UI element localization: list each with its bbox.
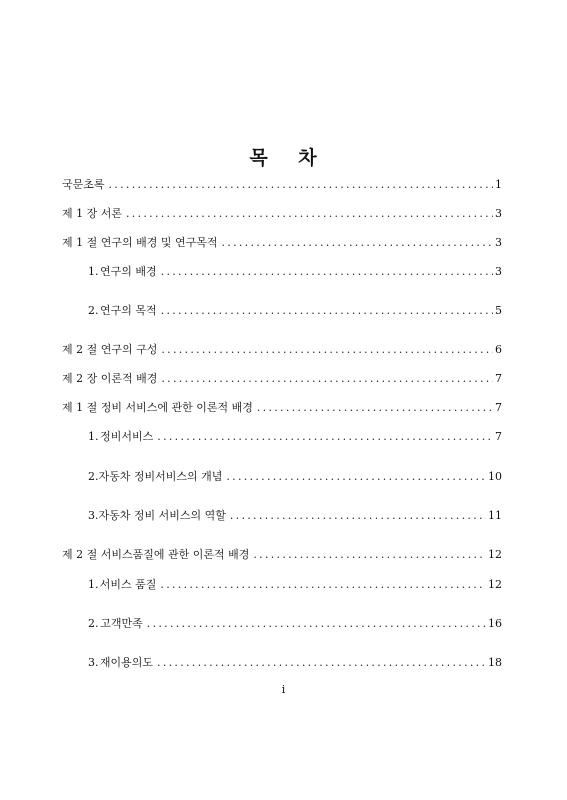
- toc-entry-label: 제 1 절 연구의 배경 및 연구목적: [62, 236, 218, 249]
- toc-entry-page: 10: [488, 470, 502, 483]
- toc-entry-section-1-1[interactable]: [62, 236, 502, 250]
- toc-entry-item-1-1-2[interactable]: [88, 304, 502, 318]
- toc-entry-number: 2.: [88, 470, 99, 483]
- dot-leader: [147, 617, 486, 631]
- toc-entry-page: 7: [495, 430, 502, 443]
- toc-entry-label: 제 1 장 서론: [62, 207, 122, 220]
- toc-entry-number: 1.: [88, 265, 99, 278]
- toc-entry-page: 7: [495, 372, 502, 385]
- toc-entry-item-2-2-1[interactable]: [88, 578, 502, 592]
- toc-entry-label: 제 2 절 연구의 구성: [62, 343, 158, 356]
- toc-entry-label: 서비스 품질: [99, 578, 157, 591]
- toc-entry-label: 연구의 목적: [100, 304, 157, 317]
- dot-leader: [126, 207, 493, 221]
- toc-entry-page: 11: [488, 509, 502, 522]
- toc-entry-chapter-1[interactable]: [62, 207, 502, 221]
- dot-leader: [257, 401, 493, 415]
- dot-leader: [230, 509, 486, 523]
- dot-leader: [226, 470, 486, 484]
- toc-entry-label: 재이용의도: [99, 656, 154, 669]
- toc-entry-number: 1.: [88, 430, 99, 443]
- toc-entry-page: 12: [488, 578, 502, 591]
- toc-entry-page: 5: [495, 304, 502, 317]
- toc-entry-page: 3: [495, 265, 502, 278]
- toc-entry-label: 자동차 정비서비스의 개념: [98, 470, 223, 483]
- toc-entry-section-2-1[interactable]: [62, 401, 502, 415]
- dot-leader: [160, 578, 486, 592]
- toc-entry-section-2-2[interactable]: [62, 548, 502, 562]
- toc-entry-label: 제 2 절 서비스품질에 관한 이론적 배경: [62, 548, 250, 561]
- dot-leader: [157, 656, 486, 670]
- toc-entry-section-1-2[interactable]: [62, 343, 502, 357]
- dot-leader: [109, 178, 493, 192]
- toc-entry-label: 제 2 장 이론적 배경: [62, 372, 158, 385]
- toc-entry-item-2-1-3[interactable]: [88, 509, 502, 523]
- page-number-footer: i: [281, 683, 286, 696]
- toc-entry-page: 3: [495, 207, 502, 220]
- toc-entry-page: 6: [495, 343, 502, 356]
- toc-entry-abstract[interactable]: [62, 178, 502, 192]
- toc-entry-label: 연구의 배경: [100, 265, 157, 278]
- dot-leader: [161, 343, 493, 357]
- toc-entry-label: 고객만족: [100, 617, 143, 630]
- page-title: 목 차: [249, 147, 318, 169]
- toc-entry-number: 3.: [88, 509, 99, 522]
- toc-entry-chapter-2[interactable]: [62, 372, 502, 386]
- dot-leader: [161, 265, 493, 279]
- toc-entry-page: 16: [488, 617, 502, 630]
- toc-entry-page: 7: [495, 401, 502, 414]
- toc-entry-item-2-2-3[interactable]: [88, 656, 502, 670]
- dot-leader: [161, 372, 493, 386]
- toc-entry-page: 18: [488, 656, 502, 669]
- toc-entry-number: 2.: [88, 617, 99, 630]
- toc-entry-item-2-1-1[interactable]: [88, 430, 502, 444]
- toc-entry-number: 1.: [88, 578, 99, 591]
- toc-entry-page: 3: [495, 236, 502, 249]
- toc-entry-label: 제 1 절 정비 서비스에 관한 이론적 배경: [62, 401, 253, 414]
- toc-entry-item-1-1-1[interactable]: [88, 265, 502, 279]
- dot-leader: [253, 548, 486, 562]
- dot-leader: [161, 304, 493, 318]
- toc-entry-item-2-2-2[interactable]: [88, 617, 502, 631]
- toc-entry-number: 3.: [88, 656, 99, 669]
- toc-entry-label: 국문초록: [62, 178, 105, 191]
- toc-entry-page: 1: [495, 178, 502, 191]
- toc-entry-number: 2.: [88, 304, 99, 317]
- dot-leader: [222, 236, 494, 250]
- toc-entry-label: 자동차 정비 서비스의 역할: [98, 509, 226, 522]
- toc-entry-page: 12: [488, 548, 502, 561]
- toc-entry-item-2-1-2[interactable]: [88, 470, 502, 484]
- toc-entry-label: 정비서비스: [100, 430, 154, 443]
- dot-leader: [157, 430, 493, 444]
